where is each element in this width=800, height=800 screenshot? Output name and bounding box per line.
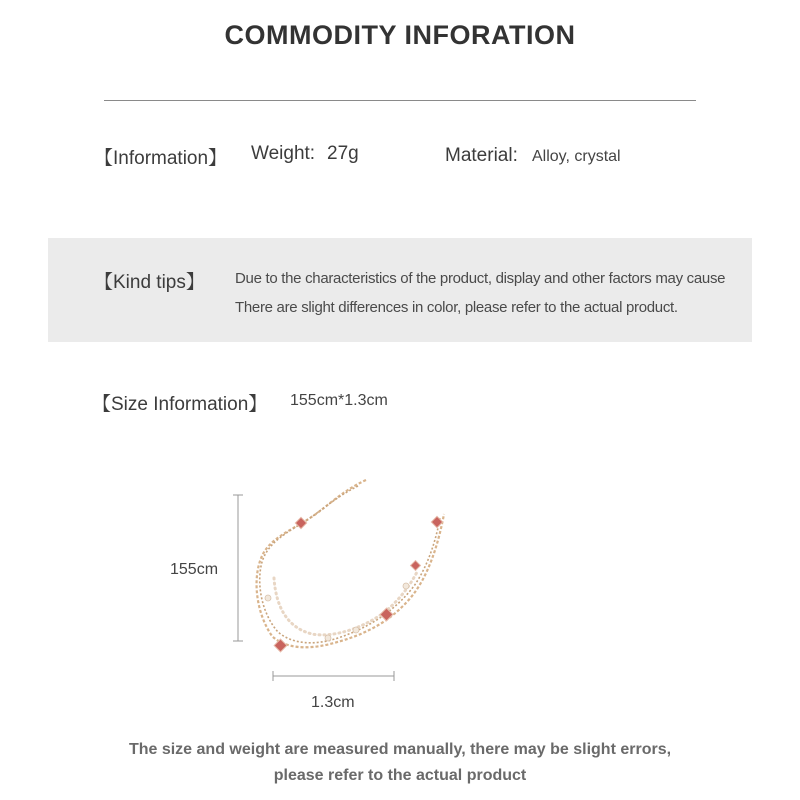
kind-tips-label: 【Kind tips】 (94, 272, 205, 293)
footer-note-line-1: The size and weight are measured manually, there may be slight errors, (128, 741, 672, 758)
kind-tips-line-2: There are slight differences in color, please refer to the actual product. (235, 299, 678, 316)
weight-label: Weight: (251, 143, 316, 164)
page-title: COMMODITY INFORATION (224, 20, 576, 50)
kind-tips-line-1: Due to the characteristics of the product, display and other factors may cause (235, 270, 726, 287)
width-dimension-line (268, 668, 400, 684)
necklace-image (230, 478, 460, 688)
title-divider (104, 100, 696, 101)
footer-note-line-2: please refer to the actual product (273, 767, 527, 784)
material-value: Alloy, crystal (532, 148, 621, 165)
size-value: 155cm*1.3cm (290, 392, 388, 409)
weight-value: 27g (327, 143, 359, 164)
length-dimension-line (230, 490, 250, 646)
width-label: 1.3cm (311, 694, 355, 711)
material-label: Material: (445, 145, 518, 166)
size-information-label: 【Size Information】 (92, 394, 268, 415)
information-label: 【Information】 (94, 148, 228, 169)
length-label: 155cm (170, 561, 219, 578)
